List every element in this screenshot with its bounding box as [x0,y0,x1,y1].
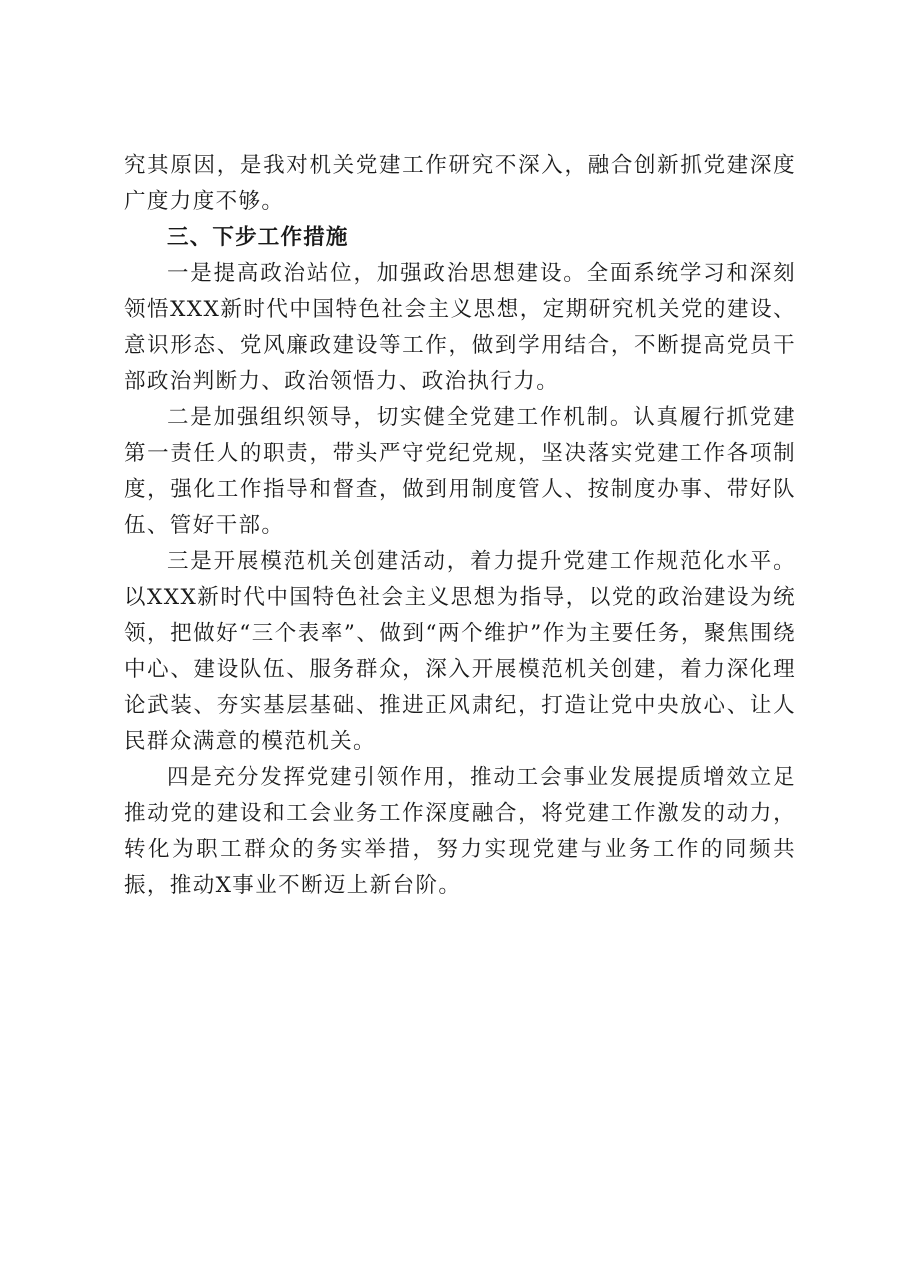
paragraph-measure-4: 四是充分发挥党建引领作用，推动工会事业发展提质增效立足推动党的建设和工会业务工作深度融合，将党建工作激发的动力，转化为职工群众的务实举措，努力实现党建与业务工作的同频共振，推动X事业不断迈上新台阶。 [124,765,796,898]
document-body [124,148,796,904]
paragraph-measure-3: 三是开展模范机关创建活动，着力提升党建工作规范化水平。以XXX新时代中国特色社会主义思想为指导，以党的政治建设为统领，把做好“三个表率”、做到“两个维护”作为主要任务，聚焦围绕中心、建设队伍、服务群众，深入开展模范机关创建，着力深化理论武装、夯实基层基础、推进正风肃纪，打造让党中央放心、让人民群众满意的模范机关。 [124,549,796,754]
paragraph-measure-2: 二是加强组织领导，切实健全党建工作机制。认真履行抓党建第一责任人的职责，带头严守党纪党规，坚决落实党建工作各项制度，强化工作指导和督查，做到用制度管人、按制度办事、带好队伍、管好干部。 [124,405,796,538]
section-heading: 三、下步工作措施 [167,225,349,250]
paragraph-measure-1: 一是提高政治站位，加强政治思想建设。全面系统学习和深刻领悟XXX新时代中国特色社会主义思想，定期研究机关党的建设、意识形态、党风廉政建设等工作，做到学用结合，不断提高党员干部政治判断力、政治领悟力、政治执行力。 [124,261,796,394]
intro-paragraph: 究其原因，是我对机关党建工作研究不深入，融合创新抓党建深度广度力度不够。 [124,153,796,214]
